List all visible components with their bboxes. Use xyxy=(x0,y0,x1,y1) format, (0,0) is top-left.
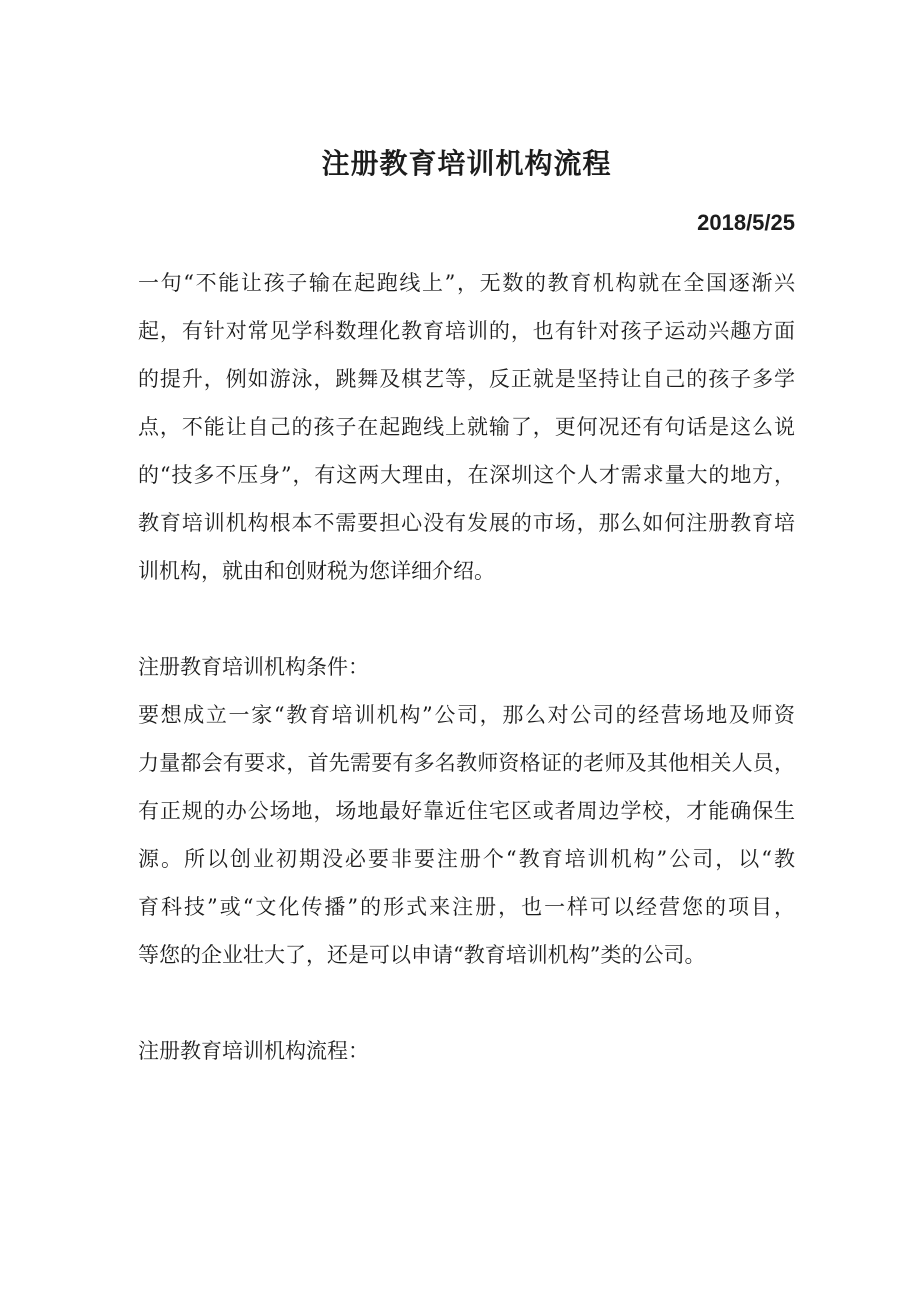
blank-line xyxy=(138,595,795,643)
text-line: 力量都会有要求，首先需要有多名教师资格证的老师及其他相关人员， xyxy=(138,751,795,775)
section-heading: 注册教育培训机构流程： xyxy=(138,1039,369,1063)
document-date: 2018/5/25 xyxy=(697,210,795,235)
document-title: 注册教育培训机构流程 xyxy=(321,147,612,180)
blank-line xyxy=(138,979,795,1027)
text-line: 育科技”或“文化传播”的形式来注册，也一样可以经营您的项目， xyxy=(138,895,795,919)
text-line: 点，不能让自己的孩子在起跑线上就输了，更何况还有句话是这么说 xyxy=(138,415,795,439)
text-line: 源。所以创业初期没必要非要注册个“教育培训机构”公司，以“教 xyxy=(138,847,795,871)
text-line: 起，有针对常见学科数理化教育培训的，也有针对孩子运动兴趣方面 xyxy=(138,319,795,343)
text-line: 要想成立一家“教育培训机构”公司，那么对公司的经营场地及师资 xyxy=(138,703,795,727)
section-heading: 注册教育培训机构条件： xyxy=(138,655,369,679)
paragraph xyxy=(138,691,795,979)
text-line: 一句“不能让孩子输在起跑线上”，无数的教育机构就在全国逐渐兴 xyxy=(138,271,795,295)
text-line: 有正规的办公场地，场地最好靠近住宅区或者周边学校，才能确保生 xyxy=(138,799,795,823)
text-line: 的“技多不压身”，有这两大理由，在深圳这个人才需求量大的地方， xyxy=(138,463,795,487)
text-line: 训机构，就由和创财税为您详细介绍。 xyxy=(138,559,495,583)
paragraph xyxy=(138,259,795,595)
text-line: 等您的企业壮大了，还是可以申请“教育培训机构”类的公司。 xyxy=(138,943,706,967)
text-line: 的提升，例如游泳，跳舞及棋艺等，反正就是坚持让自己的孩子多学 xyxy=(138,367,795,391)
document-body xyxy=(138,259,795,1075)
text-line: 教育培训机构根本不需要担心没有发展的市场，那么如何注册教育培 xyxy=(138,511,795,535)
document-content xyxy=(138,0,795,1075)
